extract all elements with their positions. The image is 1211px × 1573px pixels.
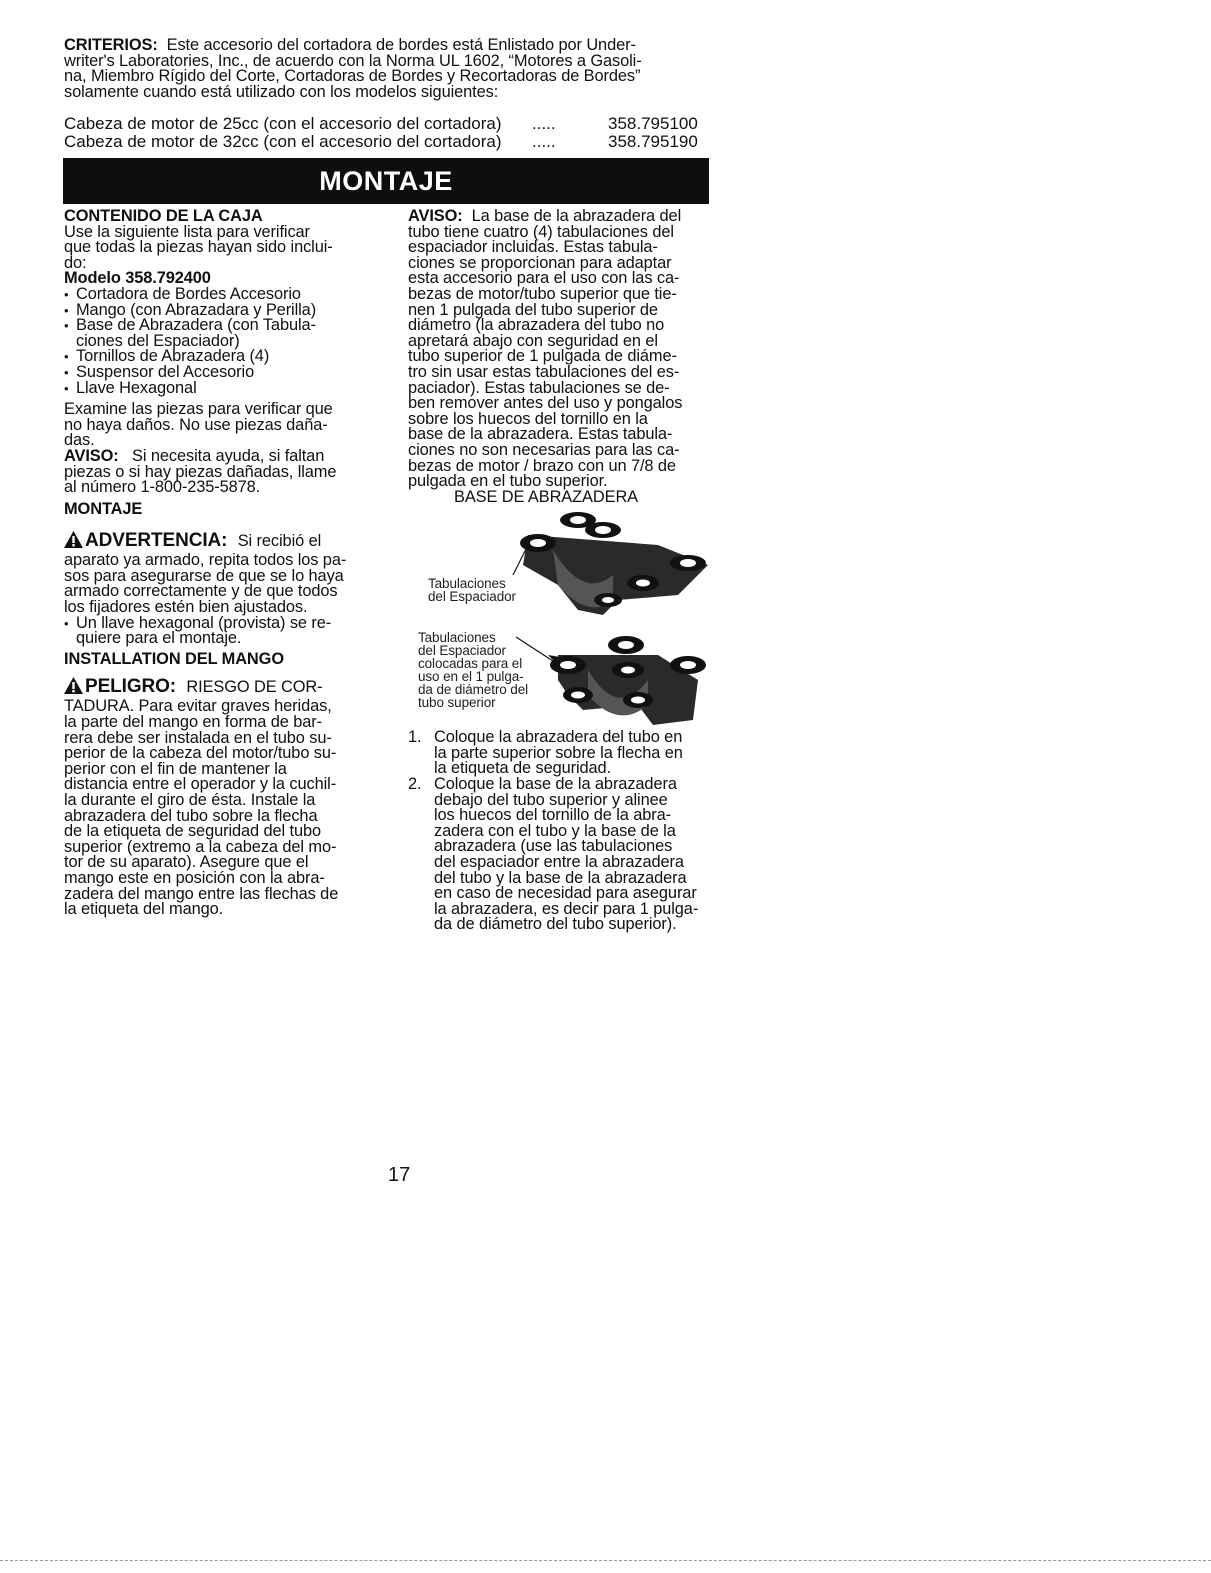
criterios-line: Este accesorio del cortadora de bordes está Enlistado por Under-	[166, 36, 636, 54]
warning-triangle-icon	[64, 677, 83, 699]
model-row	[64, 133, 714, 150]
advertencia-heading: ADVERTENCIA: Si recibió el	[64, 531, 384, 553]
list-item: • Cortadora de Bordes Accesorio	[64, 287, 384, 303]
body-line: do:	[64, 253, 87, 272]
criterios-paragraph	[64, 38, 754, 100]
model-row-number: 358.795100	[608, 114, 698, 133]
body-line: perior con el fin de mantener la	[64, 759, 287, 778]
hex-list	[64, 613, 384, 648]
list-item: • Suspensor del Accesorio	[64, 365, 384, 381]
body-line: superior (extremo a la cabeza del mo-	[64, 837, 337, 856]
body-line: aparato ya armado, repita todos los pa-	[64, 551, 347, 570]
body-line: base de la abrazadera. Estas tabula-	[408, 425, 673, 444]
body-line: distancia entre el operador y la cuchil-	[64, 775, 337, 794]
body-line: La base de la abrazadera del	[471, 207, 682, 225]
criterios-label: CRITERIOS:	[64, 36, 158, 54]
contents-list	[64, 284, 384, 397]
body-line: abrazadera del tubo sobre la flecha	[64, 806, 318, 825]
aviso-label: AVISO:	[64, 446, 119, 465]
contenido-heading: CONTENIDO DE LA CAJA	[64, 207, 263, 225]
steps-list	[408, 730, 728, 933]
body-line: bezas de motor / brazo con un 7/8 de	[408, 456, 676, 475]
clamp-base-figure	[408, 505, 718, 730]
body-line: diámetro (la abrazadera del tubo no	[408, 316, 665, 335]
body-line: armado correctamente y de que todos	[64, 582, 338, 601]
model-heading: Modelo 358.792400	[64, 269, 211, 288]
body-line: al número 1-800-235-5878.	[64, 478, 261, 497]
body-line: TADURA. Para evitar graves heridas,	[64, 697, 332, 716]
body-line: los fijadores estén bien ajustados.	[64, 598, 308, 617]
body-line: esta accesorio para el uso con las ca-	[408, 269, 680, 288]
section-banner: MONTAJE	[63, 158, 709, 204]
installation-heading: INSTALLATION DEL MANGO	[64, 649, 284, 668]
body-line: Si necesita ayuda, si faltan	[132, 446, 325, 465]
body-line: pulgada en el tubo superior.	[408, 472, 608, 491]
body-line: Use la siguiente lista para verificar	[64, 222, 310, 241]
model-row	[64, 115, 714, 132]
page-number: 17	[388, 1164, 411, 1186]
body-line: bezas de motor/tubo superior que tie-	[408, 284, 677, 303]
left-column	[64, 209, 384, 918]
body-line: que todas la piezas hayan sido inclui-	[64, 238, 333, 257]
right-column	[408, 209, 728, 933]
body-line: zadera del mango entre las flechas de	[64, 884, 339, 903]
model-row-number: 358.795190	[608, 132, 698, 151]
list-item: • Llave Hexagonal	[64, 381, 384, 397]
body-line: Examine las piezas para verificar que	[64, 400, 333, 419]
model-row-dots: .....	[532, 114, 556, 133]
body-line: das.	[64, 431, 95, 450]
peligro-heading: PELIGRO: RIESGO DE COR-	[64, 677, 384, 699]
list-item: • Un llave hexagonal (provista) se re- quiere para el montaje.	[64, 616, 384, 647]
body-line: sos para asegurarse de que se lo haya	[64, 566, 344, 585]
body-line: mango este en posición con la abra-	[64, 868, 325, 887]
body-line: la durante el giro de ésta. Instale la	[64, 791, 316, 809]
figure-title: BASE DE ABRAZADERA	[454, 487, 639, 506]
figure-label: Tabulaciones del Espaciador	[428, 576, 516, 605]
body-line: ben remover antes del uso y pongalos	[408, 394, 683, 413]
step-item: 2. Coloque la base de la abrazadera debajo del tubo superior y alinee los huecos del tornillo de la abra- zadera con el tubo y la base de la abrazadera (use las tabulaciones del espaciador entre la abrazadera del tubo y la base de la abrazadera en caso de necesidad para asegurar la abrazadera, es decir para 1 pulga- da de diámetro del tubo superior).	[408, 777, 728, 933]
criterios-line: na, Miembro Rígido del Corte, Cortadoras de Bordes y Recortadoras de Bordes”	[64, 67, 641, 86]
body-line: de la etiqueta de seguridad del tubo	[64, 822, 322, 841]
model-row-dots: .....	[532, 132, 556, 151]
body-line: ciones se proporcionan para adaptar	[408, 253, 672, 272]
list-item: • Mango (con Abrazadara y Perilla)	[64, 303, 384, 319]
list-item: • Base de Abrazadera (con Tabula- ciones del Espaciador)	[64, 318, 384, 349]
montaje-heading: MONTAJE	[64, 499, 143, 518]
body-line: paciador). Estas tabulaciones se de-	[408, 378, 670, 397]
body-line: la etiqueta del mango.	[64, 900, 224, 919]
body-line: tor de su aparato). Asegure que el	[64, 853, 309, 872]
criterios-line: writer's Laboratories, Inc., de acuerdo con la Norma UL 1602, “Motores a Gasoli-	[64, 51, 642, 70]
clamp-base-illustration	[408, 505, 718, 730]
list-item: • Tornillos de Abrazadera (4)	[64, 349, 384, 365]
warning-triangle-icon	[64, 531, 83, 553]
body-line: ciones no son necesarias para las ca-	[408, 440, 680, 459]
model-row-label: Cabeza de motor de 32cc (con el accesorio del cortadora)	[64, 132, 502, 151]
body-line: tubo tiene cuatro (4) tabulaciones del	[408, 222, 674, 241]
body-line: perior de la cabeza del motor/tubo su-	[64, 744, 337, 763]
criterios-line: solamente cuando está utilizado con los modelos siguientes:	[64, 82, 499, 101]
body-line: tubo superior de 1 pulgada de diáme-	[408, 347, 677, 366]
body-line: piezas o si hay piezas dañadas, llame	[64, 462, 337, 481]
body-line: rera debe ser instalada en el tubo su-	[64, 728, 332, 747]
body-line: sobre los huecos del tornillo en la	[408, 409, 648, 428]
body-line: apretará abajo con seguridad en el	[408, 331, 658, 350]
scan-edge-divider	[0, 1560, 1211, 1561]
aviso-label: AVISO:	[408, 207, 463, 225]
step-item: 1. Coloque la abrazadera del tubo en la parte superior sobre la flecha en la etiqueta de seguridad.	[408, 730, 728, 777]
body-line: nen 1 pulgada del tubo superior de	[408, 300, 658, 319]
body-line: tro sin usar estas tabulaciones del es-	[408, 362, 680, 381]
body-line: espaciador incluidas. Estas tabula-	[408, 238, 658, 257]
body-line: la parte del mango en forma de bar-	[64, 713, 322, 732]
body-line: no haya daños. No use piezas daña-	[64, 415, 328, 434]
model-row-label: Cabeza de motor de 25cc (con el accesorio del cortadora)	[64, 114, 502, 133]
figure-label: Tabulaciones del Espaciador colocadas para el uso en el 1 pulga- da de diámetro del tubo superior	[418, 630, 529, 711]
